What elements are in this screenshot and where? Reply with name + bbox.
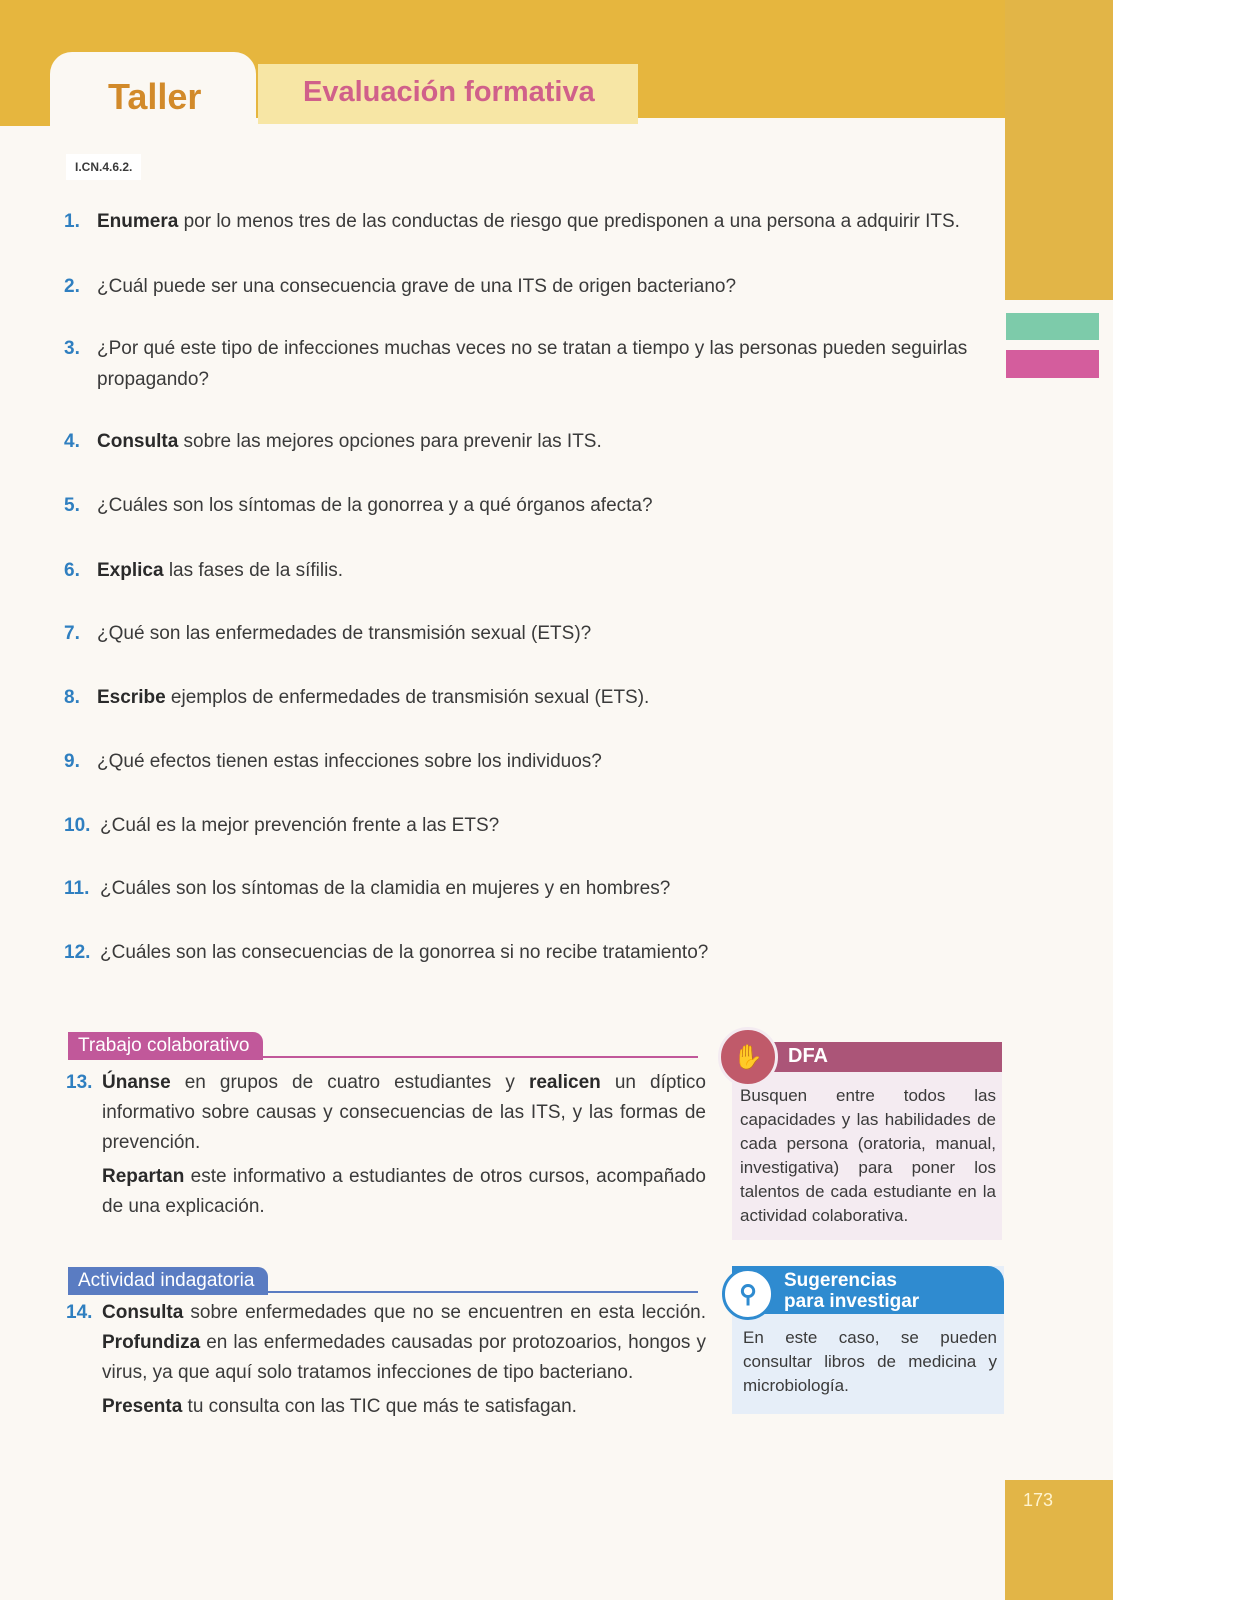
question-text xyxy=(97,333,1004,395)
question-body: ¿Cuál es la mejor prevención frente a las ETS? xyxy=(100,815,500,836)
question-body: ¿Cuáles son los síntomas de la gonorrea y a qué órganos afecta? xyxy=(97,495,653,516)
trabajo-rule xyxy=(68,1056,698,1058)
trabajo-colaborativo-heading xyxy=(68,1032,698,1060)
task-paragraph: Consulta sobre enfermedades que no se encuentren en esta lección. Profundiza en las enfermedades causadas por protozoarios, hongos y virus, ya que aquí solo tratamos infecciones de tipo bacteriano. xyxy=(102,1302,706,1383)
teal-marker xyxy=(1006,313,1099,340)
question-number: 5. xyxy=(64,495,80,516)
question-number: 9. xyxy=(64,751,80,772)
question-item xyxy=(64,426,1004,457)
actividad-indagatoria-label: Actividad indagatoria xyxy=(68,1267,268,1295)
task-paragraph: Repartan este informativo a estudiantes de otros cursos, acompañado de una explicación. xyxy=(102,1166,706,1217)
question-body: ejemplos de enfermedades de transmisión sexual (ETS). xyxy=(165,687,650,708)
question-text xyxy=(97,746,1004,777)
question-body: ¿Por qué este tipo de infecciones muchas veces no se tratan a tiempo y las personas pueden seguirlas propagando? xyxy=(97,338,968,390)
question-number: 6. xyxy=(64,560,80,581)
question-verb: Explica xyxy=(97,560,164,581)
task-number: 14. xyxy=(66,1302,93,1323)
question-body: ¿Cuáles son las consecuencias de la gonorrea si no recibe tratamiento? xyxy=(100,942,709,963)
question-number: 1. xyxy=(64,211,80,232)
question-text xyxy=(97,426,1004,457)
page-margin xyxy=(1113,0,1236,1600)
question-item xyxy=(64,333,1004,395)
task-14 xyxy=(66,1298,706,1426)
question-item xyxy=(64,271,1004,302)
question-text xyxy=(97,490,1004,521)
actividad-indagatoria-heading xyxy=(68,1267,698,1295)
question-number: 7. xyxy=(64,623,80,644)
question-number: 8. xyxy=(64,687,80,708)
question-text xyxy=(100,810,1004,841)
question-body: sobre las mejores opciones para prevenir las ITS. xyxy=(178,431,602,452)
trabajo-colaborativo-label: Trabajo colaborativo xyxy=(68,1032,263,1060)
pink-marker xyxy=(1006,350,1099,378)
question-text xyxy=(100,937,1004,968)
question-text xyxy=(97,682,1004,713)
question-number: 11. xyxy=(64,878,90,899)
question-text xyxy=(97,618,1004,649)
section-title: Evaluación formativa xyxy=(303,76,595,108)
task-number: 13. xyxy=(66,1072,93,1093)
indagatoria-rule xyxy=(68,1291,698,1293)
question-number: 3. xyxy=(64,338,80,359)
dfa-text: Busquen entre todos las capacidades y las habilidades de cada persona (oratoria, manual, investigativa) para poner los talentos de cada estudiante en la actividad colaborativa. xyxy=(740,1086,996,1225)
question-text xyxy=(97,206,1004,237)
question-verb: Escribe xyxy=(97,687,166,708)
question-number: 10. xyxy=(64,815,91,836)
question-number: 4. xyxy=(64,431,80,452)
question-body: por lo menos tres de las conductas de riesgo que predisponen a una persona a adquirir ITS. xyxy=(178,211,960,232)
dfa-title: DFA xyxy=(788,1045,828,1067)
magnifier-icon: ⚲ xyxy=(722,1268,774,1320)
question-body: ¿Qué efectos tienen estas infecciones sobre los individuos? xyxy=(97,751,602,772)
question-item xyxy=(64,490,1004,521)
question-text xyxy=(100,873,1004,904)
question-verb: Consulta xyxy=(97,431,179,452)
question-item xyxy=(64,618,1004,649)
question-item xyxy=(64,873,1004,904)
task-paragraph: Presenta tu consulta con las TIC que más te satisfagan. xyxy=(102,1396,577,1417)
task-paragraph: Únanse en grupos de cuatro estudiantes y realicen un díptico informativo sobre causas y consecuencias de las ITS, y las formas de prevención. xyxy=(102,1072,707,1153)
question-number: 12. xyxy=(64,942,91,963)
question-text xyxy=(97,271,1004,302)
question-item xyxy=(64,555,1004,586)
question-item xyxy=(64,937,1004,968)
indicator-code: I.CN.4.6.2. xyxy=(66,154,141,180)
hands-icon: ✋ xyxy=(718,1027,778,1087)
question-body: ¿Cuáles son los síntomas de la clamidia en mujeres y en hombres? xyxy=(100,878,671,899)
page-number-box xyxy=(1005,1480,1113,1600)
question-body: ¿Cuál puede ser una consecuencia grave de una ITS de origen bacteriano? xyxy=(97,276,737,297)
question-body: las fases de la sífilis. xyxy=(163,560,344,581)
question-number: 2. xyxy=(64,276,80,297)
page-number: 173 xyxy=(1023,1490,1054,1510)
task-13 xyxy=(66,1068,706,1226)
question-item xyxy=(64,746,1004,777)
question-item xyxy=(64,206,1004,237)
side-band xyxy=(1005,0,1113,300)
question-verb: Enumera xyxy=(97,211,179,232)
taller-label: Taller xyxy=(108,76,202,117)
sugerencias-text: En este caso, se pueden consultar libros de medicina y microbiología. xyxy=(743,1328,997,1395)
taller-tab xyxy=(50,52,256,132)
question-text xyxy=(97,555,1004,586)
question-body: ¿Qué son las enfermedades de transmisión sexual (ETS)? xyxy=(97,623,592,644)
question-item xyxy=(64,810,1004,841)
question-item xyxy=(64,682,1004,713)
section-title-tab xyxy=(258,64,638,124)
sugerencias-title: Sugerencias para investigar xyxy=(784,1270,920,1312)
